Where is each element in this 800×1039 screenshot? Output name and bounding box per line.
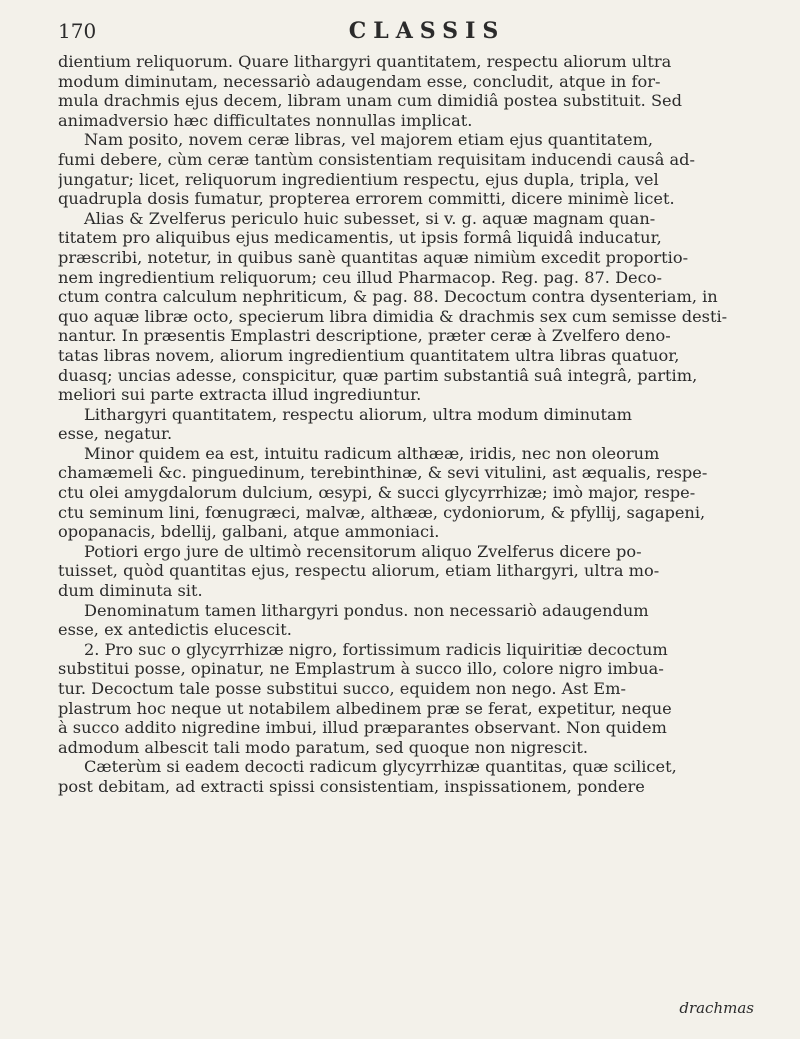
- text-line: fumi debere, cùm ceræ tantùm consistentiam requisitam inducendi causâ ad-: [58, 149, 695, 169]
- text-line: à succo addito nigredine imbui, illud præparantes observant. Non quidem: [58, 718, 667, 738]
- running-title: CLASSIS: [348, 18, 506, 44]
- text-line: meliori sui parte extracta illud ingrediuntur.: [58, 385, 422, 405]
- text-line: quo aquæ libræ octo, specierum libra dimidia & drachmis sex cum semisse desti-: [58, 306, 728, 326]
- text-line: titatem pro aliquibus ejus medicamentis, ut ipsis formâ liquidâ inducatur,: [58, 228, 662, 248]
- text-line: tuisset, quòd quantitas ejus, respectu aliorum, etiam lithargyri, ultra mo-: [58, 561, 660, 581]
- text-line: duasq; uncias adesse, conspicitur, quæ partim substantiâ suâ integrâ, partim,: [58, 365, 698, 385]
- text-line: modum diminutam, necessariò adaugendam esse, concludit, atque in for-: [58, 71, 661, 91]
- text-line: ctum contra calculum nephriticum, & pag. 88. Decoctum contra dysenteriam, in: [58, 287, 718, 307]
- text-line: substitui posse, opinatur, ne Emplastrum à succo illo, colore nigro imbua-: [58, 659, 664, 679]
- text-line: 2. Pro suc o glycyrrhizæ nigro, fortissimum radicis liquiritiæ decoctum: [84, 639, 668, 659]
- text-line: chamæmeli &c. pinguedinum, terebinthinæ, & sevi vitulini, ast æqualis, respe-: [58, 463, 708, 483]
- text-line: Nam posito, novem ceræ libras, vel majorem etiam ejus quantitatem,: [84, 130, 654, 150]
- text-line: post debitam, ad extracti spissi consistentiam, inspissationem, pondere: [58, 776, 645, 796]
- text-line: ctu seminum lini, fœnugræci, malvæ, althææ, cydoniorum, & pfyllij, sagapeni,: [58, 502, 706, 522]
- text-line: plastrum hoc neque ut notabilem albedinem præ se ferat, expetitur, neque: [58, 698, 672, 718]
- catchword: drachmas: [679, 999, 754, 1017]
- text-line: esse, negatur.: [58, 424, 173, 444]
- text-line: Lithargyri quantitatem, respectu aliorum, ultra modum diminutam: [84, 404, 632, 424]
- text-line: tatas libras novem, aliorum ingredientium quantitatem ultra libras quatuor,: [58, 345, 680, 365]
- text-line: admodum albescit tali modo paratum, sed quoque non nigrescit.: [58, 737, 589, 757]
- text-line: Denominatum tamen lithargyri pondus. non necessariò adaugendum: [84, 600, 649, 620]
- text-line: tur. Decoctum tale posse substitui succo, equidem non nego. Ast Em-: [58, 679, 626, 698]
- text-line: præscribi, notetur, in quibus sanè quantitas aquæ nimiùm excedit proportio-: [58, 247, 689, 267]
- text-line: quadrupla dosis fumatur, propterea errorem committi, dicere minimè licet.: [58, 189, 675, 209]
- text-line: ctu olei amygdalorum dulcium, œsypi, & succi glycyrrhizæ; imò major, respe-: [58, 483, 696, 503]
- body-text: [58, 52, 756, 797]
- text-line: Minor quidem ea est, intuitu radicum althææ, iridis, nec non oleorum: [84, 443, 660, 463]
- text-line: mula drachmis ejus decem, libram unam cum dimidiâ postea substituit. Sed: [58, 91, 682, 111]
- text-line: nem ingredientium reliquorum; ceu illud Pharmacop. Reg. pag. 87. Deco-: [58, 267, 662, 287]
- text-line: dum diminuta sit.: [58, 581, 203, 601]
- text-line: jungatur; licet, reliquorum ingredientium respectu, ejus dupla, tripla, vel: [58, 169, 659, 189]
- page-number: 170: [58, 19, 97, 43]
- text-line: nantur. In præsentis Emplastri descriptione, præter ceræ à Zvelfero deno-: [58, 326, 671, 346]
- text-line: Cæterùm si eadem decocti radicum glycyrrhizæ quantitas, quæ scilicet,: [84, 757, 677, 777]
- running-head: [58, 18, 756, 50]
- text-line: opopanacis, bdellij, galbani, atque ammoniaci.: [58, 522, 440, 542]
- text-line: esse, ex antedictis elucescit.: [58, 620, 292, 640]
- text-line: animadversio hæc difficultates nonnullas implicat.: [58, 110, 473, 130]
- text-line: Alias & Zvelferus periculo huic subesset, si v. g. aquæ magnam quan-: [84, 208, 656, 228]
- text-line: Potiori ergo jure de ultimò recensitorum aliquo Zvelferus dicere po-: [84, 541, 642, 561]
- text-line: dientium reliquorum. Quare lithargyri quantitatem, respectu aliorum ultra: [58, 52, 672, 71]
